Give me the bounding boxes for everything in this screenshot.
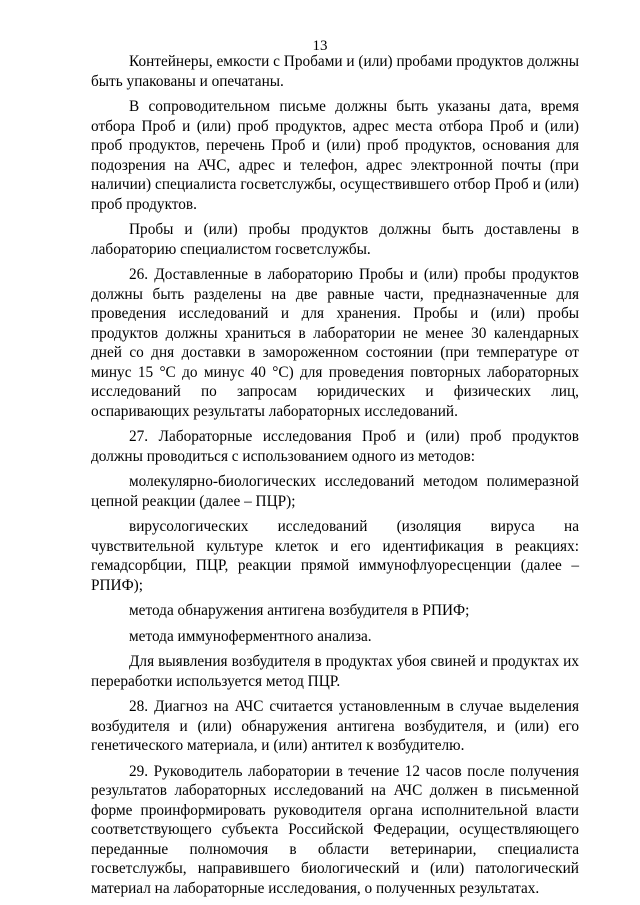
paragraph-method-pcr: молекулярно-биологических исследований методом полимеразной цепной реакции (далее – ПЦР); <box>91 473 579 510</box>
page-number: 13 <box>312 38 328 54</box>
paragraph-clause-27: 27. Лабораторные исследования Проб и (или) проб продуктов должны проводиться с использованием одного из методов: <box>91 428 579 465</box>
paragraph-delivery: Пробы и (или) пробы продуктов должны быть доставлены в лабораторию специалистом госветслужбы. <box>91 221 579 258</box>
paragraph-clause-29: 29. Руководитель лаборатории в течение 12 часов после получения результатов лабораторных исследований на АЧС должен в письменной форме проинформировать руководителя органа исполнительной власти соответствующего субъекта Российской Федерации, осуществляющего переданные полномочия в области ветеринарии, специалиста госветслужбы, направившего биологический и (или) патологический материал на лабораторные исследования, о полученных результатах. <box>91 762 579 897</box>
paragraph-method-ifa: метода иммуноферментного анализа. <box>129 627 372 645</box>
paragraph-slaughter-products: Для выявления возбудителя в продуктах убоя свиней и продуктах их переработки используется метод ПЦР. <box>91 653 579 690</box>
paragraph-method-virology: вирусологических исследований (изоляция вируса на чувствительной культуре клеток и его идентификация в реакциях: гемадсорбции, ПЦР, реакции прямой иммунофлуоресценции (далее – РПИФ); <box>91 518 579 594</box>
paragraph-cover-letter: В сопроводительном письме должны быть указаны дата, время отбора Проб и (или) проб продуктов, адрес места отбора Проб и (или) проб продуктов, перечень Проб и (или) проб продуктов, основания для подозрения на АЧС, адрес и телефон, адрес электронной почты (при наличии) специалиста госветслужбы, осуществившего отбор Проб и (или) проб продуктов. <box>91 98 579 213</box>
paragraph-clause-26: 26. Доставленные в лабораторию Пробы и (или) пробы продуктов должны быть разделены на две равные части, предназначенные для проведения исследований и для хранения. Пробы и (или) пробы продуктов должны храниться в лаборатории не менее 30 календарных дней со дня доставки в замороженном состоянии (при температуре от минус 15 °С до минус 40 °С) для проведения повторных лабораторных исследований по запросам юридических и физических лиц, оспаривающих результаты лабораторных исследований. <box>91 266 579 420</box>
paragraph-clause-28: 28. Диагноз на АЧС считается установленным в случае выделения возбудителя и (или) обнаружения антигена возбудителя, и (или) его генетического материала, и (или) антител к возбудителю. <box>91 698 579 754</box>
document-body <box>91 52 579 904</box>
paragraph-containers-sealed: Контейнеры, емкости с Пробами и (или) пробами продуктов должны быть упакованы и опечатаны. <box>91 53 579 90</box>
paragraph-method-rpif: метода обнаружения антигена возбудителя в РПИФ; <box>129 602 470 619</box>
